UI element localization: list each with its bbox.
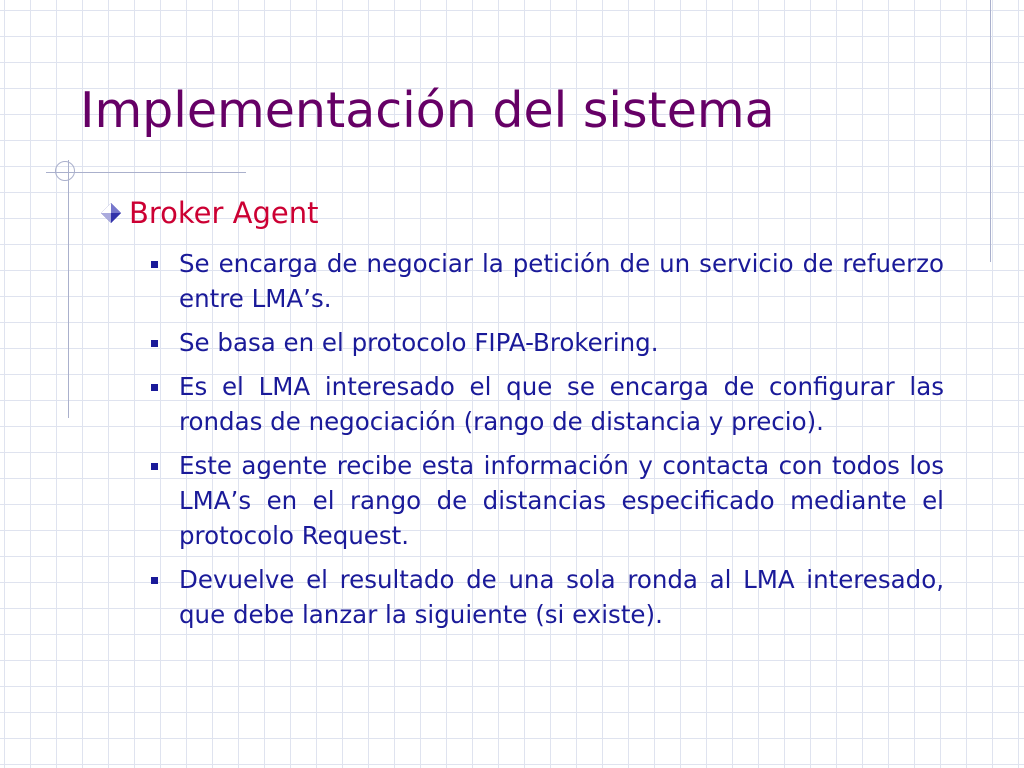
circle-ornament xyxy=(55,161,75,181)
bullet-text: Devuelve el resultado de una sola ronda al LMA interesado, que debe lanzar la siguiente (si existe). xyxy=(179,565,944,629)
diamond-icon xyxy=(100,202,122,224)
slide-title: Implementación del sistema xyxy=(80,82,775,139)
square-bullet-icon xyxy=(151,384,158,391)
list-item xyxy=(148,369,944,439)
section-label: Broker Agent xyxy=(129,196,319,230)
list-item xyxy=(148,562,944,632)
square-bullet-icon xyxy=(151,340,158,347)
bullet-list xyxy=(148,246,944,641)
section-heading xyxy=(100,196,319,230)
bullet-text: Se encarga de negociar la petición de un servicio de refuerzo entre LMA’s. xyxy=(179,249,944,313)
right-vertical-rule xyxy=(990,0,991,262)
square-bullet-icon xyxy=(151,463,158,470)
list-item xyxy=(148,325,944,360)
list-item xyxy=(148,448,944,553)
list-item xyxy=(148,246,944,316)
title-underline-rule xyxy=(46,172,246,173)
square-bullet-icon xyxy=(151,577,158,584)
bullet-text: Se basa en el protocolo FIPA-Brokering. xyxy=(179,328,659,357)
bullet-text: Este agente recibe esta información y contacta con todos los LMA’s en el rango de distancias especificado mediante el protocolo Request. xyxy=(179,451,944,550)
left-vertical-rule xyxy=(68,160,69,418)
bullet-text: Es el LMA interesado el que se encarga de configurar las rondas de negociación (rango de distancia y precio). xyxy=(179,372,944,436)
square-bullet-icon xyxy=(151,261,158,268)
